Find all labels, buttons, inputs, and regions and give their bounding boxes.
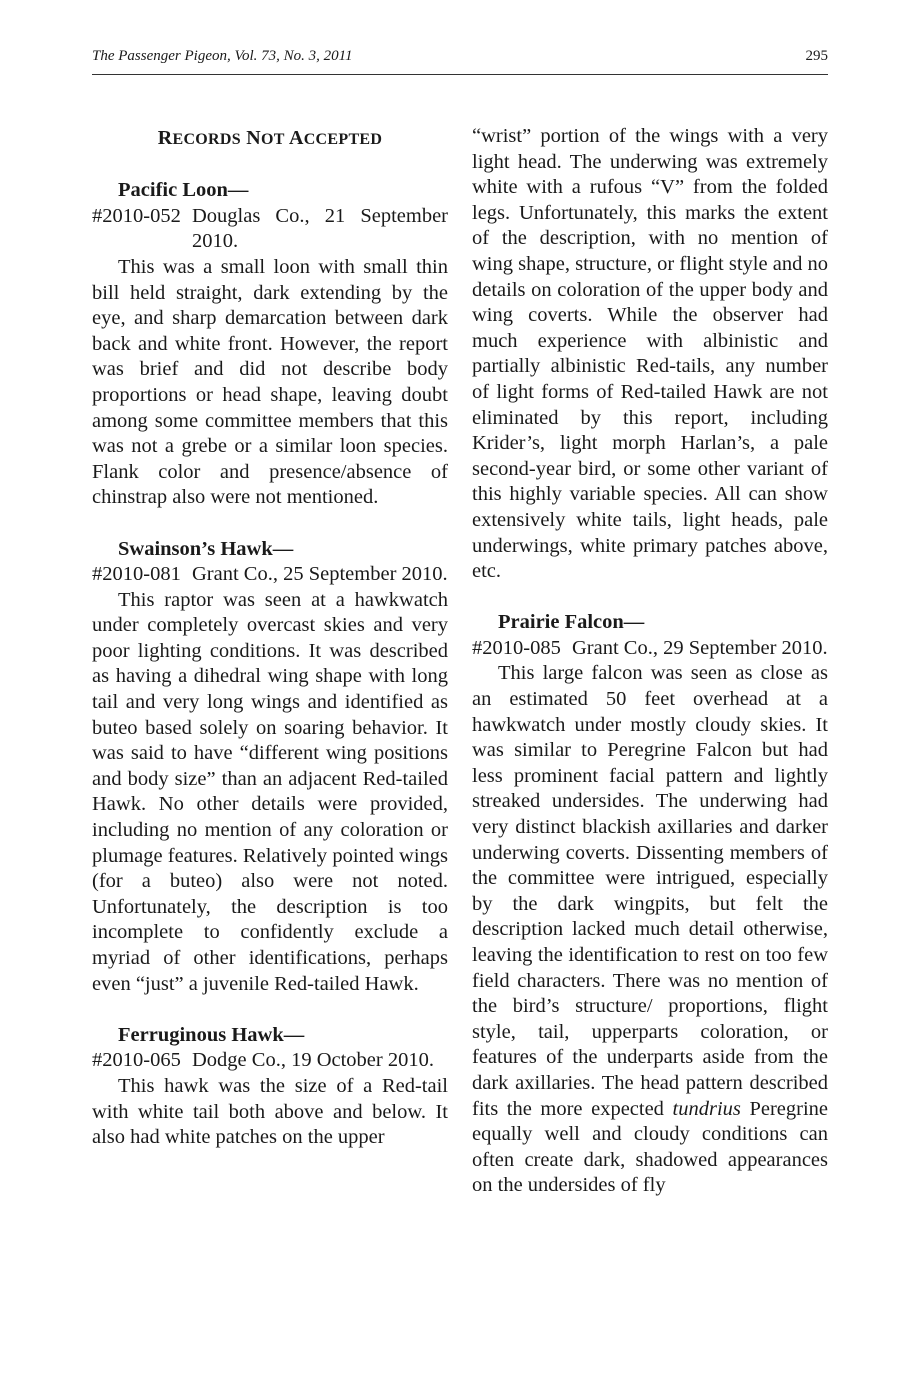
entry-description: This was a small loon with small thin bill held straight, dark extending by the eye, and sharp demarcation between dark back and white front. However, the report was brief and did not describe body proportions or head shape, leaving doubt among some committee members that this was not a grebe or a similar loon species. Flank color and presence/absence of chinstrap also were not mentioned. [92, 255, 448, 509]
record-detail: Grant Co., 25 September 2010. [192, 563, 448, 586]
record-detail: Dodge Co., 19 October 2010. [192, 1049, 434, 1072]
section-heading: RECORDS NOT ACCEPTED [157, 127, 383, 149]
record-line [472, 636, 828, 662]
record-line [92, 562, 448, 588]
entry-description: This hawk was the size of a Red-tail with white tail both above and below. It also had white patches on the upper [92, 1074, 448, 1149]
record-detail: Grant Co., 29 September 2010. [572, 636, 828, 659]
subspecies-name: tundrius [672, 1097, 741, 1120]
entry-swainsons-hawk [92, 537, 448, 998]
right-column [472, 124, 828, 1199]
entry-description: This large falcon was seen as close as an estimated 50 feet overhead at a hawkwatch under mostly cloudy skies. It was similar to Peregrine Falcon but had less prominent facial pattern and lightly streaked undersides. The underwing had very distinct blackish axillaries and darker underwing coverts. Dissenting members of the committee were intrigued, especially by the dark wingpits, but felt the description lacked much detail otherwise, leaving the identification to rest on too few field characters. There was no mention of the bird’s structure/ proportions, flight style, tail, upperparts coloration, or features of the underparts aside from the dark axillaries. The head pattern described fits the more expected tundrius Peregrine equally well and cloudy conditions can often create dark, shadowed appearances on the undersides of fly [472, 662, 828, 1197]
entry-title: Pacific Loon— [118, 179, 249, 202]
record-id: #2010-052 [92, 204, 181, 227]
journal-citation: The Passenger Pigeon, Vol. 73, No. 3, 2011 [92, 48, 353, 64]
running-header [92, 48, 828, 75]
record-id: #2010-085 [472, 636, 561, 659]
entry-ferruginous-hawk [92, 1023, 448, 1151]
entry-title: Ferruginous Hawk— [118, 1023, 305, 1046]
entry-title: Swainson’s Hawk— [118, 537, 294, 560]
record-line [92, 204, 448, 255]
entry-prairie-falcon [472, 610, 828, 1199]
left-column [92, 124, 448, 1151]
entry-pacific-loon [92, 178, 448, 511]
page-number: 295 [805, 48, 828, 64]
entry-title: Prairie Falcon— [498, 611, 645, 634]
record-id: #2010-065 [92, 1049, 181, 1072]
record-line [92, 1048, 448, 1074]
entry-description-continued: “wrist” portion of the wings with a very light head. The underwing was extremely white with a rufous “V” from the folded legs. Unfortunately, this marks the extent of the description, with no mention of wing shape, structure, or flight style and no details on coloration of the upper body and wing coverts. While the observer had much experience with albinistic and partially albinistic Red-tails, any number of light forms of Red-tailed Hawk are not eliminated by this report, including Krider’s, light morph Harlan’s, a pale second-year bird, or some other variant of this highly variable species. All can show extensively white tails, light heads, pale underwings, white primary patches above, etc. [472, 125, 828, 583]
entry-description: This raptor was seen at a hawkwatch under completely overcast skies and very poor lighting conditions. It was described as having a dihedral wing shape with long tail and very long wings and identified as buteo based solely on soaring behavior. It was said to have “different wing positions and body size” than an adjacent Red-tailed Hawk. No other details were provided, including no mention of any coloration or plumage features. Relatively pointed wings (for a buteo) also were not noted. Unfortunately, the description is too incomplete to confidently exclude a myriad of other identifications, perhaps even “just” a juvenile Red-tailed Hawk. [92, 588, 448, 995]
record-detail: Douglas Co., 21 September 2010. [192, 204, 448, 253]
record-id: #2010-081 [92, 563, 181, 586]
